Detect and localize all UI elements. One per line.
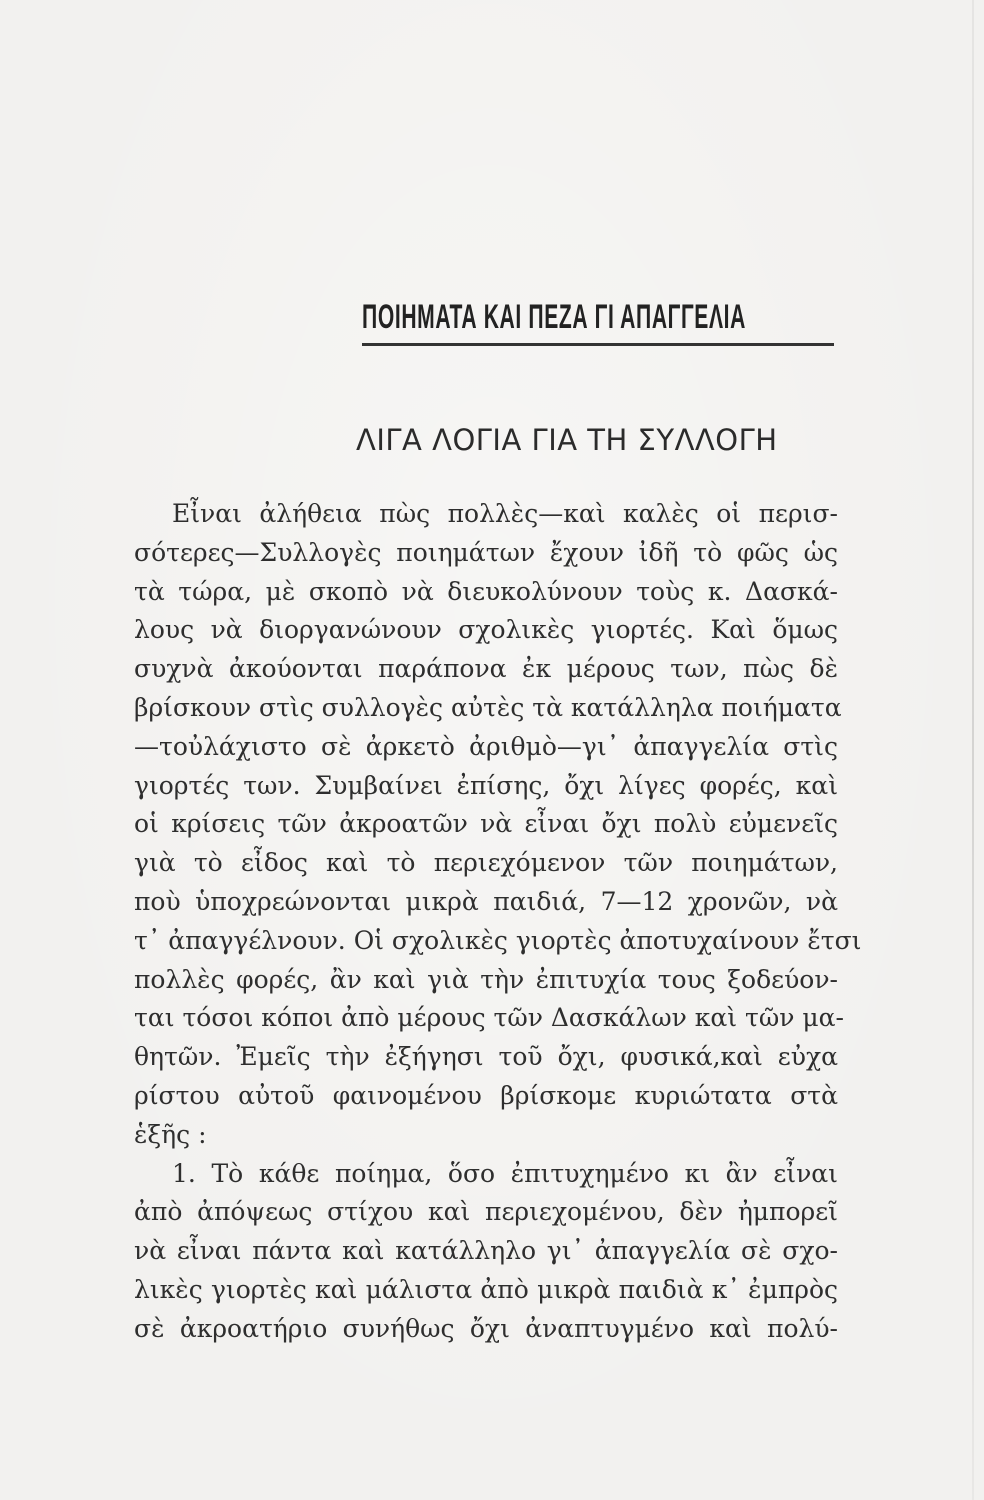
text-line-1: Εἶναι ἀλήθεια πὼς πολλὲς—καὶ καλὲς οἱ περισ- <box>172 499 838 528</box>
text-line-5: συχνὰ ἀκούονται παράπονα ἐκ μέρους των, πὼς δὲ <box>134 654 838 684</box>
text-line-17: ἑξῆς : <box>134 1119 207 1149</box>
text-line-22: σὲ ἀκροατήριο συνήθως ὄχι ἀναπτυγμένο καὶ πολύ- <box>134 1313 838 1343</box>
text-line-14: ται τόσοι κόποι ἀπὸ μέρους τῶν Δασκάλων καὶ τῶν μα- <box>134 1003 844 1033</box>
text-line-20: νὰ εἶναι πάντα καὶ κατάλληλο γι᾽ ἀπαγγελία σὲ σχο- <box>134 1236 838 1266</box>
running-head: ΠΟΙΗΜΑΤΑ ΚΑΙ ΠΕΖΑ ΓΙ ΑΠΑΓΓΕΛΙΑ <box>362 298 746 336</box>
text-line-9: οἱ κρίσεις τῶν ἀκροατῶν νὰ εἶναι ὄχι πολὺ εὐμενεῖς <box>134 809 838 839</box>
text-line-16: ρίστου αὐτοῦ φαινομένου βρίσκομε κυριώτατα στὰ <box>134 1080 838 1110</box>
text-line-6: βρίσκουν στὶς συλλογὲς αὐτὲς τὰ κατάλληλα ποιήματα <box>134 692 842 722</box>
text-line-4: λους νὰ διοργανώνουν σχολικὲς γιορτές. Καὶ ὅμως <box>134 615 838 645</box>
text-line-10: γιὰ τὸ εἶδος καὶ τὸ περιεχόμενον τῶν ποιημάτων, <box>134 848 838 878</box>
text-line-18: 1. Τὸ κάθε ποίημα, ὅσο ἐπιτυχημένο κι ἂν εἶναι <box>172 1158 838 1188</box>
text-line-11: ποὺ ὑποχρεώνονται μικρὰ παιδιά, 7—12 χρονῶν, νὰ <box>134 886 838 916</box>
text-line-2: σότερες—Συλλογὲς ποιημάτων ἔχουν ἰδῆ τὸ φῶς ὡς <box>134 537 838 567</box>
body-text <box>134 495 862 1349</box>
text-line-15: θητῶν. Ἐμεῖς τὴν ἐξήγησι τοῦ ὄχι, φυσικά,καὶ εὐχα <box>134 1042 838 1072</box>
text-line-13: πολλὲς φορές, ἂν καὶ γιὰ τὴν ἐπιτυχία τους ξοδεύον- <box>134 964 838 994</box>
page-edge-shadow <box>972 0 974 1500</box>
text-line-7: —τοὐλάχιστο σὲ ἀρκετὸ ἀριθμὸ—γι᾽ ἀπαγγελία στὶς <box>134 731 838 761</box>
text-line-3: τὰ τώρα, μὲ σκοπὸ νὰ διευκολύνουν τοὺς κ. Δασκά- <box>134 576 838 606</box>
running-head-underline <box>362 343 834 346</box>
text-line-19: ἀπὸ ἀπόψεως στίχου καὶ περιεχομένου, δὲν ἠμπορεῖ <box>134 1197 838 1227</box>
text-line-21: λικὲς γιορτὲς καὶ μάλιστα ἀπὸ μικρὰ παιδιὰ κ᾽ ἐμπρὸς <box>134 1274 838 1304</box>
text-line-8: γιορτές των. Συμβαίνει ἐπίσης, ὄχι λίγες φορές, καὶ <box>134 770 838 800</box>
chapter-title: ΛΙΓΑ ΛΟΓΙΑ ΓΙΑ ΤΗ ΣΥΛΛΟΓΗ <box>356 423 778 457</box>
text-line-12: τ᾽ ἀπαγγέλνουν. Οἱ σχολικὲς γιορτὲς ἀποτυχαίνουν ἔτσι <box>134 925 862 955</box>
